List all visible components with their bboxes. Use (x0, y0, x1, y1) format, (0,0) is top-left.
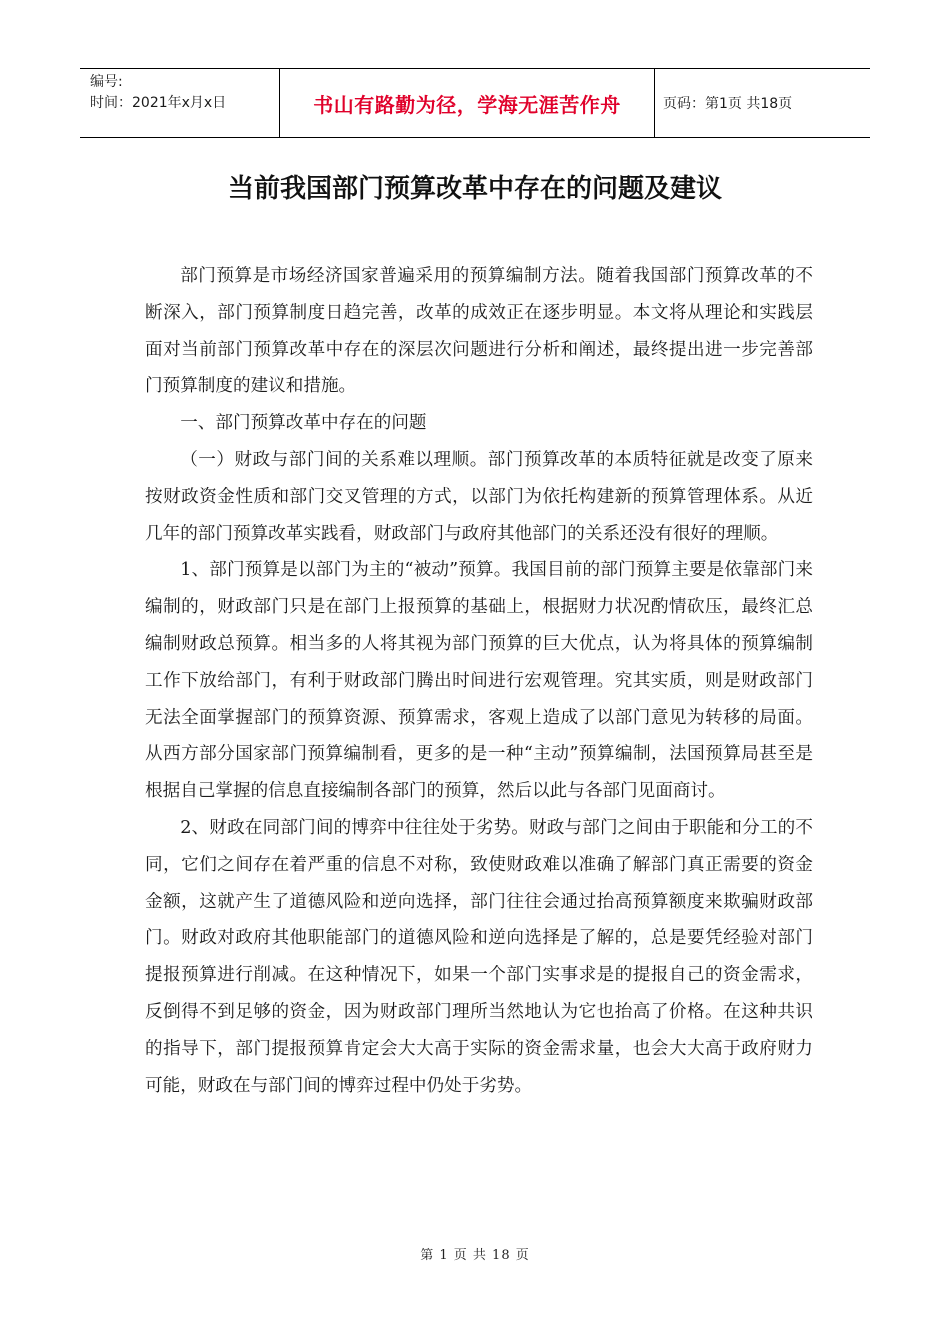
header-page-code: 页码：第1页 共18页 (663, 96, 793, 112)
header-motto: 书山有路勤为径，学海无涯苦作舟 (280, 69, 655, 137)
document-title: 当前我国部门预算改革中存在的问题及建议 (227, 174, 722, 204)
paragraph: 部门预算是市场经济国家普遍采用的预算编制方法。随着我国部门预算改革的不断深入，部门预算制度日趋完善，改革的成效正在逐步明显。本文将从理论和实践层面对当前部门预算改革中存在的深层次问题进行分析和阐述，最终提出进一步完善部门预算制度的建议和措施。 (145, 266, 813, 397)
paragraph: （一）财政与部门间的关系难以理顺。部门预算改革的本质特征就是改变了原来按财政资金性质和部门交叉管理的方式，以部门为依托构建新的预算管理体系。从近几年的部门预算改革实践看，财政部门与政府其他部门的关系还没有很好的理顺。 (145, 449, 813, 544)
document-body (145, 258, 813, 1104)
document-number-label: 编号: (90, 74, 123, 90)
page-footer: 第 1 页 共 18 页 (420, 1248, 530, 1263)
paragraph: 1、部门预算是以部门为主的“被动”预算。我国目前的部门预算主要是依靠部门来编制的，财政部门只是在部门上报预算的基础上，根据财力状况酌情砍压，最终汇总编制财政总预算。相当多的人将其视为部门预算的巨大优点，认为将具体的预算编制工作下放给部门，有利于财政部门腾出时间进行宏观管理。究其实质，则是财政部门无法全面掌握部门的预算资源、预算需求，客观上造成了以部门意见为转移的局面。从西方部分国家部门预算编制看，更多的是一种“主动”预算编制，法国预算局甚至是根据自己掌握的信息直接编制各部门的预算，然后以此与各部门见面商讨。 (145, 560, 813, 802)
section-heading: 一、部门预算改革中存在的问题 (180, 413, 427, 434)
header-meta (80, 69, 280, 137)
document-time-label: 时间：2021年x月x日 (90, 95, 227, 111)
paragraph: 2、财政在同部门间的博弈中往往处于劣势。财政与部门之间由于职能和分工的不同，它们之间存在着严重的信息不对称，致使财政难以准确了解部门真正需要的资金金额，这就产生了道德风险和逆向选择，部门往往会通过抬高预算额度来欺骗财政部门。财政对政府其他职能部门的道德风险和逆向选择是了解的，总是要凭经验对部门提报预算进行削减。在这种情况下，如果一个部门实事求是的提报自己的资金需求，反倒得不到足够的资金，因为财政部门理所当然地认为它也抬高了价格。在这种共识的指导下，部门提报预算肯定会大大高于实际的资金需求量，也会大大高于政府财力可能，财政在与部门间的博弈过程中仍处于劣势。 (145, 817, 813, 1096)
page-header (80, 68, 870, 138)
